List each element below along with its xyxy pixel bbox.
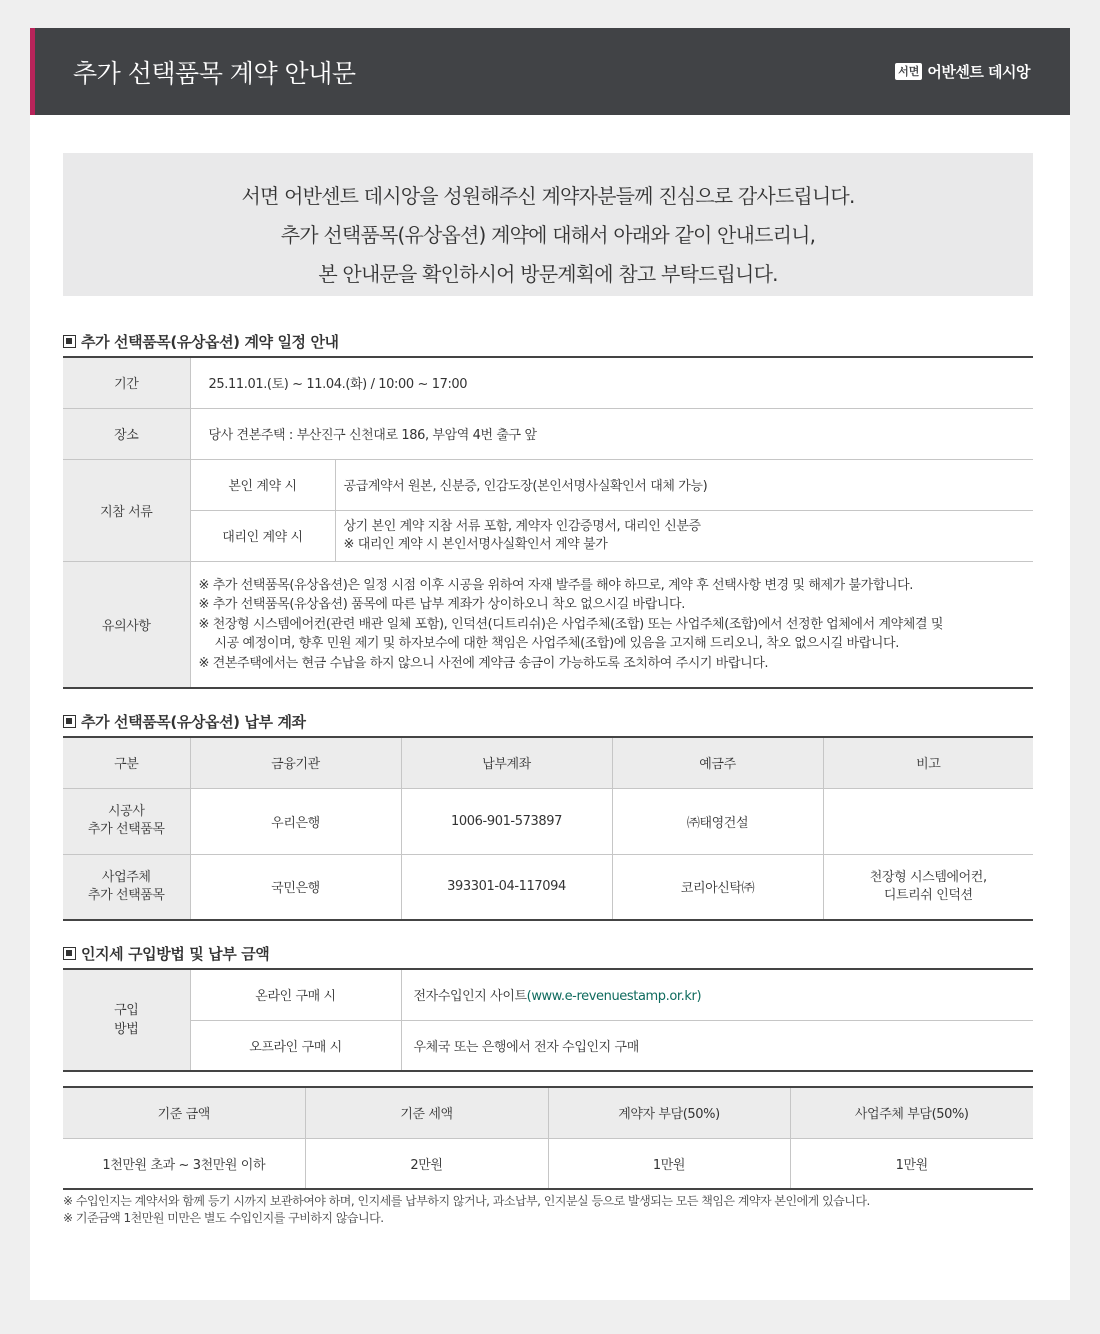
page-title: 추가 선택품목 계약 안내문: [73, 59, 356, 88]
header-bar: [30, 28, 1070, 115]
column-header: 기준 금액: [63, 1087, 305, 1138]
table-row: [63, 788, 1033, 854]
square-bullet-icon: [63, 715, 76, 728]
table-header-row: [63, 737, 1033, 788]
table-row: [63, 357, 1033, 408]
note-line: 시공 예정이며, 향후 민원 제기 및 하자보수에 대한 책임은 사업주체(조합)에 있음을 고지해 드리오니, 착오 없으시길 바랍니다.: [214, 636, 899, 651]
docs-label: 지참 서류: [63, 459, 190, 561]
account-holder: 코리아신탁㈜: [612, 854, 823, 920]
intro-line: 서면 어반센트 데시앙을 성원해주신 계약자분들께 진심으로 감사드립니다.: [241, 184, 855, 208]
notes-label: 유의사항: [63, 561, 190, 688]
account-holder: ㈜태영건설: [612, 788, 823, 854]
table-row: [63, 510, 1033, 561]
column-header: 예금주: [612, 737, 823, 788]
account-type-line: 추가 선택품목: [87, 887, 165, 903]
account-type-line: 사업주체: [101, 869, 151, 885]
table-row: [63, 459, 1033, 510]
account-note: [823, 788, 1033, 854]
period-value: 25.11.01.(토) ~ 11.04.(화) / 10:00 ~ 17:00: [190, 357, 1033, 408]
base-amount: 1천만원 초과 ~ 3천만원 이하: [63, 1138, 305, 1189]
column-header: 비고: [823, 737, 1033, 788]
e-revenuestamp-link[interactable]: (www.e-revenuestamp.or.kr): [526, 989, 702, 1005]
note-line: ※ 추가 선택품목(유상옵션) 품목에 따른 납부 계좌가 상이하오니 착오 없으시길 바랍니다.: [198, 597, 685, 612]
section-title-text: 추가 선택품목(유상옵션) 계약 일정 안내: [81, 333, 339, 351]
self-contract-value: 공급계약서 원본, 신분증, 인감도장(본인서명사실확인서 대체 가능): [335, 459, 1033, 510]
table-row: [63, 854, 1033, 920]
section-title-accounts: [63, 711, 306, 732]
online-purchase-value: [401, 969, 1033, 1020]
table-row: [63, 1020, 1033, 1071]
column-header: 구분: [63, 737, 190, 788]
place-label: 장소: [63, 408, 190, 459]
bank-name: 우리은행: [190, 788, 401, 854]
footnote-line: ※ 수입인지는 계약서와 함께 등기 시까지 보관하여야 하며, 인지세를 납부하지 않거나, 과소납부, 인지분실 등으로 발생되는 모든 책임은 계약자 본인에게 있습니다.: [63, 1194, 870, 1208]
table-row: [63, 969, 1033, 1020]
account-type: [63, 854, 190, 920]
table-row: [63, 408, 1033, 459]
table-row: [63, 1138, 1033, 1189]
footnotes: [63, 1193, 870, 1227]
base-tax: 2만원: [305, 1138, 548, 1189]
agent-contract-label: 대리인 계약 시: [190, 510, 335, 561]
section-title-text: 인지세 구입방법 및 납부 금액: [81, 945, 270, 963]
agent-contract-value: [335, 510, 1033, 561]
column-header: 기준 세액: [305, 1087, 548, 1138]
online-purchase-label: 온라인 구매 시: [190, 969, 401, 1020]
section-title-text: 추가 선택품목(유상옵션) 납부 계좌: [81, 713, 306, 731]
account-type-line: 추가 선택품목: [87, 822, 165, 837]
stamp-method-table: [63, 968, 1033, 1072]
intro-line: 추가 선택품목(유상옵션) 계약에 대해서 아래와 같이 안내드리니,: [280, 223, 816, 247]
purchase-method-line: 구입: [114, 1003, 139, 1018]
account-number: 393301-04-117094: [401, 854, 612, 920]
accounts-table: [63, 736, 1033, 921]
place-value: 당사 견본주택 : 부산진구 신천대로 186, 부암역 4번 출구 앞: [190, 408, 1033, 459]
note-line: ※ 견본주택에서는 현금 수납을 하지 않으니 사전에 계약금 송금이 가능하도록 조치하여 주시기 바랍니다.: [198, 655, 769, 671]
schedule-table: [63, 356, 1033, 689]
self-contract-label: 본인 계약 시: [190, 459, 335, 510]
stamp-tax-table: [63, 1086, 1033, 1190]
intro-box: [63, 153, 1033, 296]
account-type: [63, 788, 190, 854]
brand-name: 어반센트 데시앙: [927, 63, 1030, 81]
account-note-line: 천장형 시스템에어컨,: [869, 869, 987, 885]
brand-badge: 서면: [895, 63, 922, 80]
purchase-method-label: [63, 969, 190, 1071]
note-line: ※ 천장형 시스템에어컨(관련 배관 일체 포함), 인덕션(디트리쉬)은 사업주체(조합) 또는 사업주체(조합)에서 선정한 업체에서 계약체결 및: [198, 616, 943, 632]
agent-contract-line: 상기 본인 계약 지참 서류 포함, 계약자 인감증명서, 대리인 신분증: [343, 518, 701, 534]
column-header: 계약자 부담(50%): [548, 1087, 790, 1138]
intro-line: 본 안내문을 확인하시어 방문계획에 참고 부탁드립니다.: [318, 262, 778, 286]
agent-contract-line: ※ 대리인 계약 시 본인서명사실확인서 계약 불가: [343, 536, 608, 552]
notice-card: [30, 28, 1070, 1300]
notes-value: [190, 561, 1033, 688]
bank-name: 국민은행: [190, 854, 401, 920]
table-row: [63, 561, 1033, 688]
account-type-line: 시공사: [108, 804, 145, 819]
contractor-share: 1만원: [548, 1138, 790, 1189]
online-purchase-text: 전자수입인지 사이트: [413, 989, 527, 1005]
note-line: ※ 추가 선택품목(유상옵션)은 일정 시점 이후 시공을 위하여 자재 발주를 해야 하므로, 계약 후 선택사항 변경 및 해제가 불가합니다.: [198, 577, 914, 593]
footnote-line: ※ 기준금액 1천만원 미만은 별도 수입인지를 구비하지 않습니다.: [63, 1211, 384, 1225]
purchase-method-line: 방법: [114, 1022, 139, 1037]
period-label: 기간: [63, 357, 190, 408]
header-accent-stripe: [30, 28, 35, 115]
offline-purchase-value: 우체국 또는 은행에서 전자 수입인지 구매: [401, 1020, 1033, 1071]
table-header-row: [63, 1087, 1033, 1138]
developer-share: 1만원: [790, 1138, 1033, 1189]
column-header: 금융기관: [190, 737, 401, 788]
account-note: [823, 854, 1033, 920]
square-bullet-icon: [63, 947, 76, 960]
section-title-stamp: [63, 943, 269, 964]
brand-logo: [895, 61, 1030, 82]
account-note-line: 디트리쉬 인덕션: [883, 887, 973, 903]
account-number: 1006-901-573897: [401, 788, 612, 854]
column-header: 납부계좌: [401, 737, 612, 788]
section-title-schedule: [63, 331, 339, 352]
square-bullet-icon: [63, 335, 76, 348]
column-header: 사업주체 부담(50%): [790, 1087, 1033, 1138]
offline-purchase-label: 오프라인 구매 시: [190, 1020, 401, 1071]
